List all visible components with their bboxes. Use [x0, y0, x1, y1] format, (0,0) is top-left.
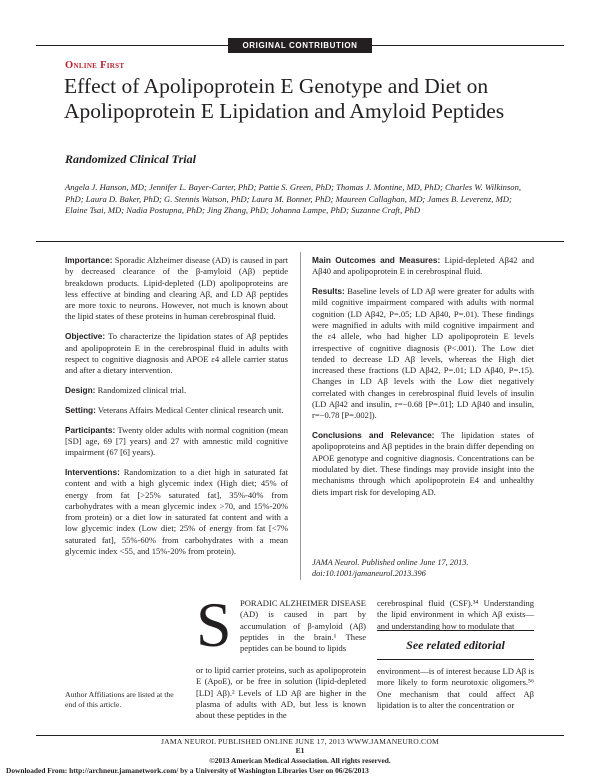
- see-related-editorial-link[interactable]: See related editorial: [406, 638, 505, 652]
- online-first-label: Online First: [65, 60, 125, 71]
- section-text: Baseline levels of LD Aβ were greater for adults with mild cognitive impairment compared with adults with normal cognition (LD Aβ42, P=.05; LD Aβ40, P=.01). These findings were magnified in adults with mild cognitive impairment and the ε4 allele, who had higher LD apolipoprotein E levels irrespective of cognitive diagnosis (P<.001). The Low diet tended to decrease LD Aβ levels, whereas the High diet increased these fractions (LD Aβ42, P=.01; LD Aβ40, P=.15). Changes in LD Aβ levels with the Low diet negatively correlated with changes in cerebrospinal fluid levels of insulin (LD Aβ42 and insulin, r=−0.68 [P=.01]; LD Aβ40 and insulin, r=−0.78 [P=.002]).: [312, 286, 534, 421]
- abstract-left-column: [65, 255, 288, 566]
- abstract-right-column: [312, 255, 534, 506]
- section-label: Results:: [312, 286, 345, 297]
- section-label: Participants:: [65, 424, 116, 435]
- page-footer: JAMA NEUROL PUBLISHED ONLINE JUNE 17, 2013 WWW.JAMANEURO.COM: [161, 737, 439, 746]
- editorial-rule-top: [377, 630, 534, 631]
- section-text: To characterize the lipidation states of Aβ peptides and apolipoprotein E in the cerebrospinal fluid in adults with respect to cognitive diagnosis and APOE ε4 allele carrier status and after a dietary intervention.: [65, 331, 289, 376]
- abstract-rule: [36, 241, 564, 242]
- drop-cap: S: [196, 589, 232, 660]
- abstract-section: [65, 425, 288, 459]
- body-text-column2: cerebrospinal fluid (CSF).³⁴ Understanding the lipid environment in which Aβ exists—and understanding how to modulate that: [377, 598, 534, 631]
- section-text: Twenty older adults with normal cognition (mean [SD] age, 69 [7] years) and 27 with amnestic mild cognitive impairment (67 [6] years).: [65, 424, 288, 458]
- section-label: Interventions:: [65, 466, 120, 477]
- author-affiliations-note: Author Affiliations are listed at the end of this article.: [65, 690, 174, 710]
- editorial-rule-bottom: [377, 659, 534, 660]
- body-text-column2-continued: environment—is of interest because LD Aβ is more likely to form neurotoxic oligomers.⁵⁶ One mechanism that could affect Aβ lipidation is to alter the concentration or: [377, 666, 534, 710]
- article-subtitle: Randomized Clinical Trial: [65, 152, 196, 166]
- footer-rule: [36, 735, 564, 736]
- article-title: Effect of Apolipoprotein E Genotype and Diet on Apolipoprotein E Lipidation and Amyloid Peptides: [64, 74, 505, 123]
- page-number: E1: [295, 746, 305, 755]
- abstract-section: [312, 286, 534, 422]
- abstract-section: [65, 405, 288, 416]
- abstract-section: [65, 331, 288, 376]
- citation-doi[interactable]: doi:10.1001/jamaneurol.2013.396: [312, 569, 426, 579]
- section-label: Objective:: [65, 331, 106, 342]
- abstract-section: [65, 385, 288, 396]
- section-label: Importance:: [65, 255, 113, 265]
- author-list: Angela J. Hanson, MD; Jennifer L. Bayer-Carter, PhD; Pattie S. Green, PhD; Thomas J. Montine, MD, PhD; Charles W. Wilkinson, PhD; Laura D. Baker, PhD; G. Stennis Watson, PhD; Laura M. Bonner, PhD; Maureen Callaghan, MD; James B. Leverenz, MD; Elaine Tsai, MD; Nadia Postupna, PhD; Jing Zhang, PhD; Johanna Lampe, PhD; Suzanne Craft, PhD: [65, 182, 522, 216]
- section-text: Randomized clinical trial.: [97, 384, 187, 395]
- citation-journal: JAMA Neurol. Published online June 17, 2013.: [312, 558, 469, 567]
- abstract-section: [65, 467, 288, 557]
- citation: [312, 557, 534, 580]
- download-notice: Downloaded From: http://archneur.jamanetwork.com/ by a University of Washington Libraries User on 06/26/2013: [6, 766, 369, 775]
- abstract-section: [312, 430, 534, 498]
- section-label: Main Outcomes and Measures:: [312, 255, 441, 265]
- section-text: Veterans Affairs Medical Center clinical research unit.: [97, 404, 284, 415]
- section-text: Randomization to a diet high in saturated fat content and with a high glycemic index (High diet; 45% of energy from fat [>25% saturated fat], 35%-40% from carbohydrates with a mean glycemic index >70, and 15%-20% from protein) or a diet low in saturated fat content and with a low glycemic index (Low diet; 25% of energy from fat [<7% saturated fat], 55%-60% from carbohydrates with a mean glycemic index <55, and 15%-20% from protein).: [65, 466, 288, 557]
- copyright-notice: ©2013 American Medical Association. All rights reserved.: [209, 756, 391, 765]
- abstract-section: [312, 255, 534, 278]
- section-text: Sporadic Alzheimer disease (AD) is caused in part by decreased clearance of the β-amyloid (Aβ) peptide breakdown products. Lipid-depleted (LD) apolipoproteins are less effective at binding and clearing Aβ, and LD Aβ peptides are more toxic to neurons. However, not much is known about the lipid states of these proteins in human cerebrospinal fluid.: [65, 255, 289, 322]
- body-text-continued: or to lipid carrier proteins, such as apolipoprotein E (ApoE), or be free in solution (lipid-depleted [LD] Aβ).² Levels of LD Aβ are higher in the plasma of adults with AD, but less is known about these peptides in the: [196, 665, 366, 721]
- section-label: Setting:: [65, 404, 96, 415]
- section-label: Design:: [65, 384, 96, 395]
- section-text: The lipidation states of apolipoproteins and Aβ peptides in the brain differ depending on APOE genotype and cognitive diagnosis. Concentrations can be modulated by diet. These findings may provide insight into the mechanisms through which apolipoprotein E4 and unhealthy diets impart risk for developing AD.: [312, 430, 534, 497]
- article-type-banner: ORIGINAL CONTRIBUTION: [228, 38, 372, 53]
- abstract-section: [65, 255, 288, 323]
- column-divider: [300, 252, 301, 580]
- section-text: Lipid-depleted Aβ42 and Aβ40 and apolipoprotein E in cerebrospinal fluid.: [312, 255, 535, 277]
- section-label: Conclusions and Relevance:: [312, 430, 435, 441]
- body-text-start: PORADIC ALZHEIMER DISEASE (AD) is caused in part by accumulation of β-amyloid (Aβ) peptides in the brain.¹ These peptides can be bound to lipids: [240, 598, 366, 654]
